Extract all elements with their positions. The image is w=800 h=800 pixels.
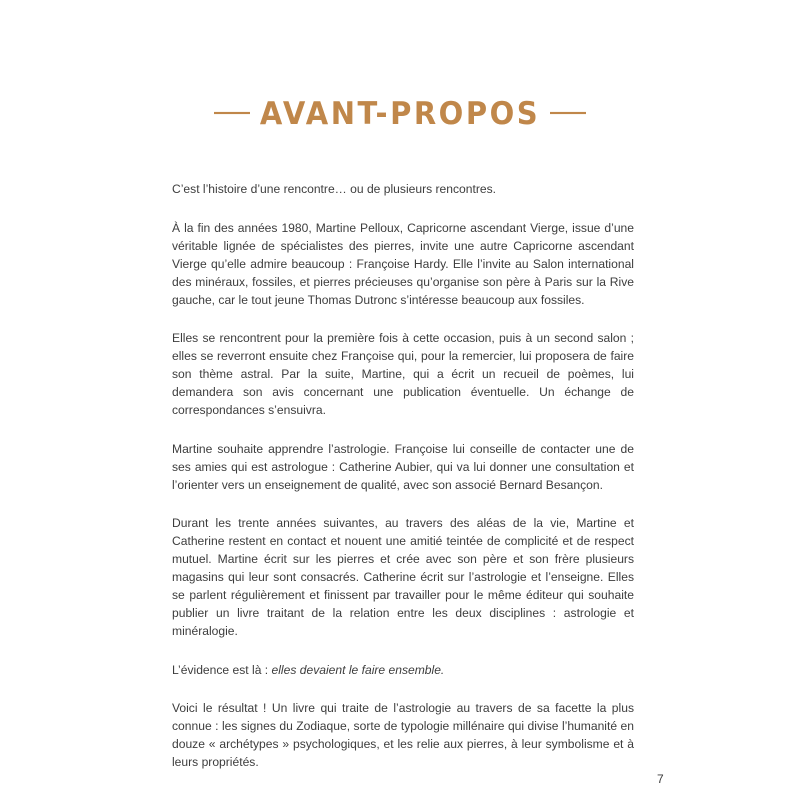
paragraph-1: C’est l’histoire d’une rencontre… ou de plusieurs rencontres. [172,182,497,196]
body-text [172,180,634,792]
paragraph-4: Martine souhaite apprendre l’astrologie. Françoise lui conseille de contacter une de ses amies qui est astrologue : Catherine Aubier, qui va lui donner une consultation et l’orienter vers un enseignement de qualité, avec son associé Bernard Besançon. [172,441,634,492]
paragraph-3: Elles se rencontrent pour la première fois à cette occasion, puis à un second salon ; elles se reverront ensuite chez Françoise qui, pour la remercier, lui proposera de faire son thème astral. Par la suite, Martine, qui a écrit un recueil de poèmes, lui demandera son avis concernant une publication éventuelle. Un échange de correspondances s’ensuivra. [172,331,634,417]
title-dash-left [214,112,250,115]
page-number: 7 [657,772,664,786]
paragraph-6-prefix: L’évidence est là : [172,662,272,677]
title-dash-right [550,112,586,115]
paragraph-7: Voici le résultat ! Un livre qui traite de l’astrologie au travers de sa facette la plus connue : les signes du Zodiaque, sorte de typologie millénaire qui divise l’humanité en douze « archétypes » psychologiques, et les relie aux pierres, à leur symbolisme et à leurs propriétés. [172,701,634,769]
paragraph-6-emphasis: elles devaient le faire ensemble. [271,662,445,677]
chapter-title-text: AVANT-PROPOS [259,94,541,132]
paragraph-6 [172,661,634,679]
chapter-title [0,95,800,132]
paragraph-5: Durant les trente années suivantes, au travers des aléas de la vie, Martine et Catherine restent en contact et nouent une amitié teintée de complicité et de respect mutuel. Martine écrit sur les pierres et crée avec son père et son frère plusieurs magasins qui leur sont consacrés. Catherine écrit sur l’astrologie et l’enseigne. Elles se parlent régulièrement et finissent par travailler pour le même éditeur qui souhaite publier un livre traitant de la relation entre les deux disciplines : astrologie et minéralogie. [172,516,634,638]
paragraph-2: À la fin des années 1980, Martine Pelloux, Capricorne ascendant Vierge, issue d’une véritable lignée de spécialistes des pierres, invite une autre Capricorne ascendant Vierge qu’elle admire beaucoup : Françoise Hardy. Elle l’invite au Salon international des minéraux, fossiles, et pierres précieuses qu’organise son père à Paris sur la Rive gauche, car le tout jeune Thomas Dutronc s’intéresse beaucoup aux fossiles. [172,220,634,307]
